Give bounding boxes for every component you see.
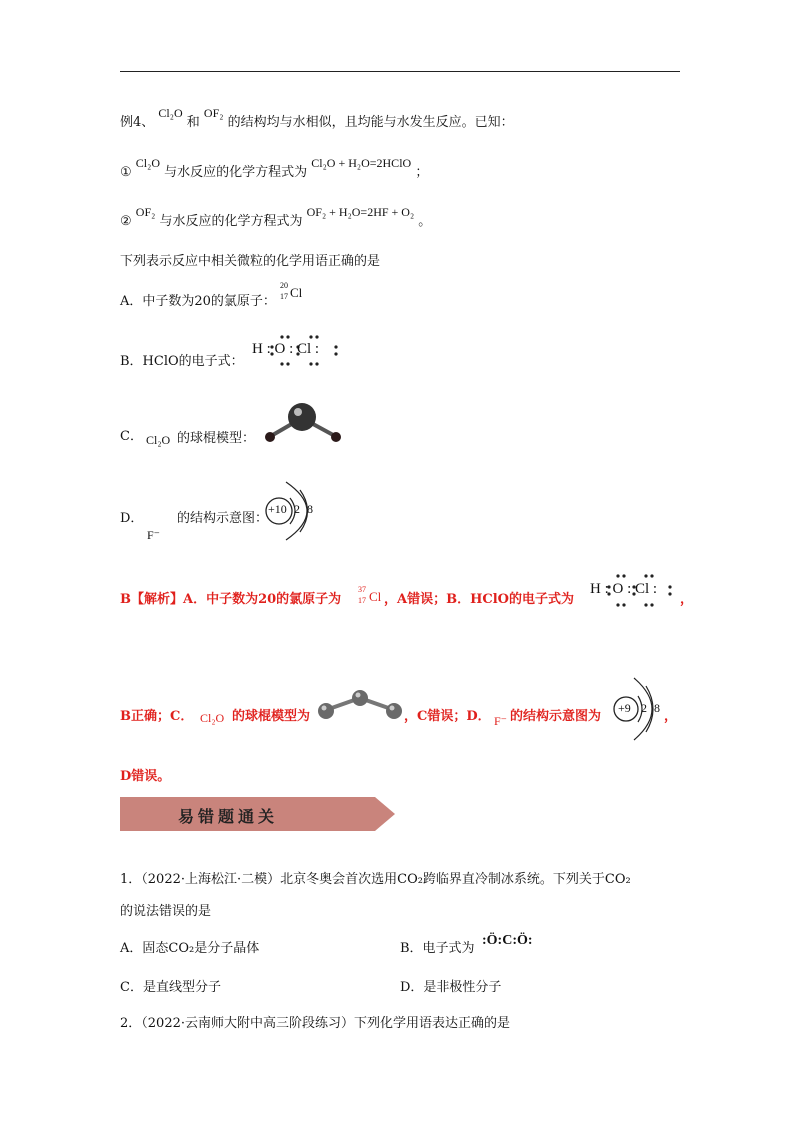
answer-punct: ， bbox=[680, 592, 694, 607]
ball-stick-model-wrong bbox=[262, 400, 348, 454]
section-banner bbox=[120, 797, 395, 831]
q1-option-d: D．是非极性分子 bbox=[400, 980, 502, 995]
header-rule bbox=[120, 71, 680, 72]
lewis-structure-hclo-answer bbox=[588, 572, 683, 614]
atomic-number: 17 bbox=[280, 292, 288, 301]
answer-text: ，C错误；D． bbox=[404, 709, 491, 724]
option-d-text: 的结构示意图： bbox=[177, 511, 269, 526]
question-stem: 下列表示反应中相关微粒的化学用语正确的是 bbox=[120, 254, 381, 269]
question-1-line-1: 1．（2022·上海松江·二模）北京冬奥会首次选用CO₂跨临界直冷制冰系统。下列关于CO₂ bbox=[120, 872, 631, 887]
option-c-label: C． bbox=[120, 429, 143, 444]
item-end: 。 bbox=[418, 214, 432, 229]
nuclide-notation-answer bbox=[358, 585, 366, 605]
chemical-equation: Cl₂O + H₂O=2HClO bbox=[311, 156, 412, 170]
ball-stick-model-correct bbox=[316, 688, 406, 728]
item-end: ； bbox=[415, 165, 429, 180]
answer-text: B【解析】A．中子数为20的氯原子为 bbox=[120, 592, 342, 607]
lewis-structure-hclo bbox=[250, 333, 345, 373]
nuclide-notation bbox=[280, 281, 288, 301]
answer-line-1 bbox=[120, 588, 341, 607]
equation-item-2 bbox=[120, 205, 432, 229]
item-text: 与水反应的化学方程式为 bbox=[164, 165, 308, 180]
mass-number: 37 bbox=[358, 585, 366, 594]
electron-shells: 2 8 bbox=[641, 701, 660, 715]
answer-text: B正确；C． bbox=[120, 709, 194, 724]
and-text: 和 bbox=[186, 115, 200, 130]
question-2-line-1: 2．（2022·云南师大附中高三阶段练习）下列化学用语表达正确的是 bbox=[120, 1016, 510, 1031]
electron-shells: 2 8 bbox=[294, 502, 313, 516]
of2-formula: OF₂ bbox=[135, 205, 156, 219]
atomic-structure-diagram-correct bbox=[606, 676, 666, 746]
option-c-text: 的球棍模型： bbox=[177, 431, 256, 446]
item-number: ② bbox=[120, 214, 132, 229]
answer-text: 的球棍模型为 bbox=[232, 709, 311, 724]
option-a-label: A．中子数为20的氯原子： bbox=[120, 294, 276, 309]
q1-option-b: B．电子式为 bbox=[400, 941, 475, 956]
cl2o-formula: Cl₂O bbox=[146, 433, 171, 447]
fluoride-ion: F⁻ bbox=[494, 714, 508, 728]
hclo-formula: H : O : Cl : bbox=[252, 341, 320, 357]
co2-electron-formula: :Ö:C:Ö: bbox=[482, 933, 533, 948]
banner-title: 易错题通关 bbox=[178, 807, 279, 826]
element-symbol: Cl bbox=[290, 285, 303, 300]
option-b-label: B．HClO的电子式： bbox=[120, 354, 244, 369]
question-1-line-2: 的说法错误的是 bbox=[120, 904, 212, 919]
option-a bbox=[120, 290, 276, 309]
mass-number: 20 bbox=[280, 281, 288, 290]
hclo-formula: H : O : Cl : bbox=[590, 581, 658, 597]
example-label: 例4、 bbox=[120, 115, 155, 130]
chemical-equation: OF₂ + H₂O=2HF + O₂ bbox=[306, 205, 415, 219]
atomic-structure-diagram-wrong bbox=[260, 478, 332, 548]
element-symbol: Cl bbox=[369, 589, 382, 604]
intro-suffix: 的结构均与水相似，且均能与水发生反应。已知： bbox=[227, 115, 514, 130]
item-number: ① bbox=[120, 165, 132, 180]
cl2o-formula: Cl₂O bbox=[200, 711, 225, 725]
example-intro bbox=[120, 106, 514, 130]
item-text: 与水反应的化学方程式为 bbox=[159, 214, 303, 229]
q1-option-c: C．是直线型分子 bbox=[120, 980, 221, 995]
nucleus-charge: +9 bbox=[618, 701, 631, 715]
answer-text: ，A错误；B．HClO的电子式为 bbox=[384, 592, 574, 607]
q1-option-a: A．固态CO₂是分子晶体 bbox=[120, 941, 260, 956]
answer-text: 的结构示意图为 bbox=[510, 709, 602, 724]
option-d-label: D． bbox=[120, 511, 144, 526]
atomic-number: 17 bbox=[358, 596, 366, 605]
answer-punct: ， bbox=[664, 709, 678, 724]
equation-item-1 bbox=[120, 156, 429, 180]
cl2o-formula: Cl₂O bbox=[158, 106, 183, 120]
answer-text: D错误。 bbox=[120, 769, 171, 784]
fluoride-ion: F⁻ bbox=[147, 528, 161, 542]
nucleus-charge: +10 bbox=[268, 502, 287, 516]
cl2o-formula: Cl₂O bbox=[135, 156, 160, 170]
of2-formula: OF₂ bbox=[203, 106, 224, 120]
